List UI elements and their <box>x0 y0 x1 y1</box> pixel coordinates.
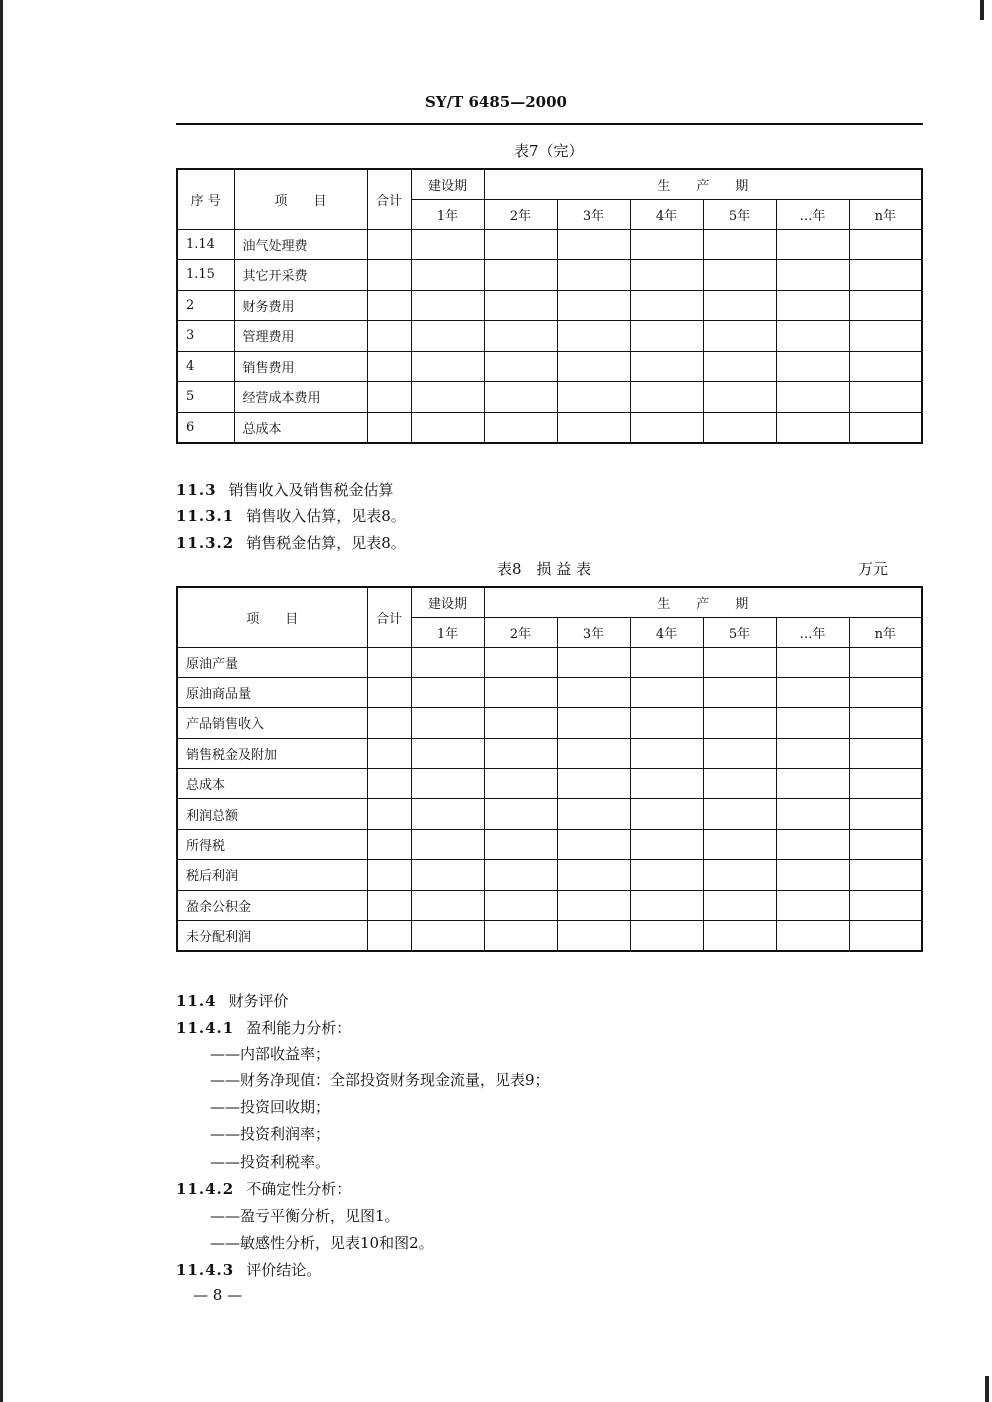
table8-year-header: …年 <box>776 617 849 647</box>
table-row <box>177 260 922 291</box>
empty-cell <box>557 229 630 260</box>
empty-cell <box>484 829 557 859</box>
empty-cell <box>703 382 776 413</box>
table8-year-header: 2年 <box>484 617 557 647</box>
empty-cell <box>411 351 484 382</box>
empty-cell <box>849 321 922 352</box>
table-row <box>177 799 922 829</box>
empty-cell <box>411 677 484 707</box>
table7-year-header: 1年 <box>411 199 484 229</box>
table-row <box>177 829 922 859</box>
empty-cell <box>557 738 630 768</box>
empty-cell <box>776 738 849 768</box>
empty-cell <box>367 260 411 291</box>
table-row <box>177 351 922 382</box>
table7-caption: 表7（完） <box>514 142 584 160</box>
empty-cell <box>557 708 630 738</box>
empty-cell <box>367 351 411 382</box>
empty-cell <box>484 769 557 799</box>
empty-cell <box>849 351 922 382</box>
empty-cell <box>484 860 557 890</box>
empty-cell <box>630 351 703 382</box>
row-item: 销售税金及附加 <box>177 738 367 768</box>
empty-cell <box>367 921 411 951</box>
empty-cell <box>703 321 776 352</box>
empty-cell <box>484 229 557 260</box>
row-item: 销售费用 <box>234 351 367 382</box>
row-item: 盈余公积金 <box>177 890 367 920</box>
empty-cell <box>703 799 776 829</box>
empty-cell <box>367 229 411 260</box>
empty-cell <box>557 647 630 677</box>
list-item: ——盈亏平衡分析，见图1。 <box>210 1207 400 1225</box>
empty-cell <box>776 890 849 920</box>
empty-cell <box>367 799 411 829</box>
table8-year-header: 5年 <box>703 617 776 647</box>
empty-cell <box>484 677 557 707</box>
section-11-3-heading: 11.3 销售收入及销售税金估算 <box>176 481 394 499</box>
row-item: 税后利润 <box>177 860 367 890</box>
empty-cell <box>703 290 776 321</box>
table-row <box>177 321 922 352</box>
empty-cell <box>484 260 557 291</box>
empty-cell <box>703 351 776 382</box>
list-item: ——财务净现值：全部投资财务现金流量，见表9； <box>210 1071 550 1089</box>
empty-cell <box>557 921 630 951</box>
empty-cell <box>630 708 703 738</box>
empty-cell <box>703 412 776 443</box>
empty-cell <box>630 738 703 768</box>
empty-cell <box>630 382 703 413</box>
empty-cell <box>630 799 703 829</box>
empty-cell <box>484 351 557 382</box>
table7-item-header: 项 目 <box>234 169 367 229</box>
empty-cell <box>367 677 411 707</box>
table-row <box>177 677 922 707</box>
empty-cell <box>849 647 922 677</box>
table8-caption: 表8 损 益 表 <box>497 560 592 578</box>
row-item: 原油产量 <box>177 647 367 677</box>
list-item: ——内部收益率； <box>210 1045 331 1063</box>
table8-year-header: 3年 <box>557 617 630 647</box>
empty-cell <box>367 321 411 352</box>
table-row <box>177 412 922 443</box>
empty-cell <box>776 229 849 260</box>
table7-year-header: 4年 <box>630 199 703 229</box>
empty-cell <box>484 921 557 951</box>
empty-cell <box>484 708 557 738</box>
empty-cell <box>411 260 484 291</box>
empty-cell <box>776 769 849 799</box>
row-seq: 1.15 <box>177 260 234 291</box>
empty-cell <box>557 382 630 413</box>
header-rule <box>176 123 923 125</box>
table8-construction-header: 建设期 <box>411 587 484 617</box>
empty-cell <box>411 769 484 799</box>
empty-cell <box>703 260 776 291</box>
empty-cell <box>630 921 703 951</box>
row-item: 财务费用 <box>234 290 367 321</box>
empty-cell <box>557 860 630 890</box>
table7-year-header: 2年 <box>484 199 557 229</box>
empty-cell <box>367 708 411 738</box>
row-item: 油气处理费 <box>234 229 367 260</box>
row-seq: 2 <box>177 290 234 321</box>
table-row <box>177 382 922 413</box>
empty-cell <box>849 708 922 738</box>
empty-cell <box>703 647 776 677</box>
row-item: 原油商品量 <box>177 677 367 707</box>
empty-cell <box>776 647 849 677</box>
empty-cell <box>703 229 776 260</box>
empty-cell <box>367 829 411 859</box>
empty-cell <box>630 229 703 260</box>
empty-cell <box>557 799 630 829</box>
page-number: — 8 — <box>193 1286 243 1304</box>
table8-production-header: 生 产 期 <box>484 587 922 617</box>
table-row <box>177 769 922 799</box>
table8-year-header: n年 <box>849 617 922 647</box>
empty-cell <box>849 677 922 707</box>
empty-cell <box>849 921 922 951</box>
table-row <box>177 738 922 768</box>
table7-year-header: n年 <box>849 199 922 229</box>
section-11-3-1: 11.3.1 销售收入估算，见表8。 <box>176 507 406 525</box>
empty-cell <box>484 890 557 920</box>
table7-production-header: 生 产 期 <box>484 169 922 199</box>
empty-cell <box>703 890 776 920</box>
row-item: 产品销售收入 <box>177 708 367 738</box>
empty-cell <box>849 860 922 890</box>
table7-year-header: 3年 <box>557 199 630 229</box>
empty-cell <box>776 921 849 951</box>
empty-cell <box>630 829 703 859</box>
empty-cell <box>484 321 557 352</box>
empty-cell <box>776 382 849 413</box>
table-row <box>177 860 922 890</box>
row-seq: 1.14 <box>177 229 234 260</box>
empty-cell <box>776 412 849 443</box>
empty-cell <box>411 890 484 920</box>
empty-cell <box>630 260 703 291</box>
empty-cell <box>484 382 557 413</box>
scan-edge-bottom-right <box>985 1376 989 1402</box>
table-row <box>177 890 922 920</box>
empty-cell <box>776 351 849 382</box>
scan-edge-top-right <box>980 0 984 20</box>
empty-cell <box>411 708 484 738</box>
table7-total-header: 合计 <box>367 169 411 229</box>
list-item: ——投资利润率； <box>210 1125 331 1143</box>
section-11-4-2: 11.4.2 不确定性分析： <box>176 1180 352 1198</box>
section-11-4-1: 11.4.1 盈利能力分析： <box>176 1019 352 1037</box>
table-row <box>177 921 922 951</box>
empty-cell <box>557 890 630 920</box>
table-row <box>177 229 922 260</box>
empty-cell <box>557 260 630 291</box>
row-item: 总成本 <box>177 769 367 799</box>
empty-cell <box>484 647 557 677</box>
empty-cell <box>849 799 922 829</box>
empty-cell <box>557 290 630 321</box>
empty-cell <box>776 260 849 291</box>
empty-cell <box>630 321 703 352</box>
empty-cell <box>411 738 484 768</box>
empty-cell <box>411 382 484 413</box>
empty-cell <box>849 412 922 443</box>
empty-cell <box>630 677 703 707</box>
list-item: ——投资回收期； <box>210 1098 331 1116</box>
table-row <box>177 290 922 321</box>
section-11-3-2: 11.3.2 销售税金估算，见表8。 <box>176 534 406 552</box>
table7-year-header: 5年 <box>703 199 776 229</box>
empty-cell <box>630 412 703 443</box>
table8-unit: 万元 <box>858 560 889 578</box>
table7 <box>176 168 923 444</box>
empty-cell <box>411 829 484 859</box>
row-item: 总成本 <box>234 412 367 443</box>
row-item: 未分配利润 <box>177 921 367 951</box>
table-row <box>177 708 922 738</box>
empty-cell <box>776 677 849 707</box>
empty-cell <box>703 829 776 859</box>
empty-cell <box>411 647 484 677</box>
empty-cell <box>849 769 922 799</box>
empty-cell <box>849 382 922 413</box>
empty-cell <box>630 290 703 321</box>
row-seq: 6 <box>177 412 234 443</box>
section-11-4-3: 11.4.3 评价结论。 <box>176 1261 322 1279</box>
empty-cell <box>557 321 630 352</box>
empty-cell <box>849 738 922 768</box>
empty-cell <box>703 860 776 890</box>
empty-cell <box>367 769 411 799</box>
empty-cell <box>849 260 922 291</box>
empty-cell <box>849 290 922 321</box>
empty-cell <box>557 769 630 799</box>
empty-cell <box>849 229 922 260</box>
empty-cell <box>411 860 484 890</box>
table7-seq-header: 序 号 <box>177 169 234 229</box>
empty-cell <box>367 382 411 413</box>
empty-cell <box>630 769 703 799</box>
empty-cell <box>367 860 411 890</box>
empty-cell <box>776 829 849 859</box>
empty-cell <box>411 799 484 829</box>
empty-cell <box>849 829 922 859</box>
standard-code: SY/T 6485—2000 <box>425 93 567 111</box>
row-seq: 3 <box>177 321 234 352</box>
empty-cell <box>776 290 849 321</box>
row-item: 管理费用 <box>234 321 367 352</box>
empty-cell <box>630 860 703 890</box>
empty-cell <box>703 708 776 738</box>
empty-cell <box>484 799 557 829</box>
row-item: 其它开采费 <box>234 260 367 291</box>
empty-cell <box>411 290 484 321</box>
table-row <box>177 647 922 677</box>
empty-cell <box>557 351 630 382</box>
empty-cell <box>703 738 776 768</box>
empty-cell <box>367 647 411 677</box>
row-item: 利润总额 <box>177 799 367 829</box>
empty-cell <box>484 412 557 443</box>
list-item: ——敏感性分析，见表10和图2。 <box>210 1234 434 1252</box>
empty-cell <box>849 890 922 920</box>
empty-cell <box>557 412 630 443</box>
empty-cell <box>776 799 849 829</box>
empty-cell <box>557 677 630 707</box>
empty-cell <box>484 738 557 768</box>
empty-cell <box>484 290 557 321</box>
table7-year-header: …年 <box>776 199 849 229</box>
row-seq: 5 <box>177 382 234 413</box>
empty-cell <box>776 860 849 890</box>
row-item: 所得税 <box>177 829 367 859</box>
empty-cell <box>776 708 849 738</box>
empty-cell <box>367 412 411 443</box>
section-11-4-heading: 11.4 财务评价 <box>176 992 289 1010</box>
empty-cell <box>776 321 849 352</box>
list-item: ——投资利税率。 <box>210 1153 331 1171</box>
table8-year-header: 4年 <box>630 617 703 647</box>
row-seq: 4 <box>177 351 234 382</box>
table8-item-header: 项 目 <box>177 587 367 647</box>
empty-cell <box>557 829 630 859</box>
table7-construction-header: 建设期 <box>411 169 484 199</box>
scan-edge-left <box>0 0 3 1402</box>
table8 <box>176 586 923 952</box>
empty-cell <box>411 321 484 352</box>
table8-total-header: 合计 <box>367 587 411 647</box>
empty-cell <box>703 677 776 707</box>
empty-cell <box>630 647 703 677</box>
empty-cell <box>411 921 484 951</box>
empty-cell <box>367 890 411 920</box>
row-item: 经营成本费用 <box>234 382 367 413</box>
empty-cell <box>630 890 703 920</box>
empty-cell <box>367 738 411 768</box>
empty-cell <box>411 229 484 260</box>
empty-cell <box>411 412 484 443</box>
table8-year-header: 1年 <box>411 617 484 647</box>
empty-cell <box>703 921 776 951</box>
empty-cell <box>367 290 411 321</box>
empty-cell <box>703 769 776 799</box>
